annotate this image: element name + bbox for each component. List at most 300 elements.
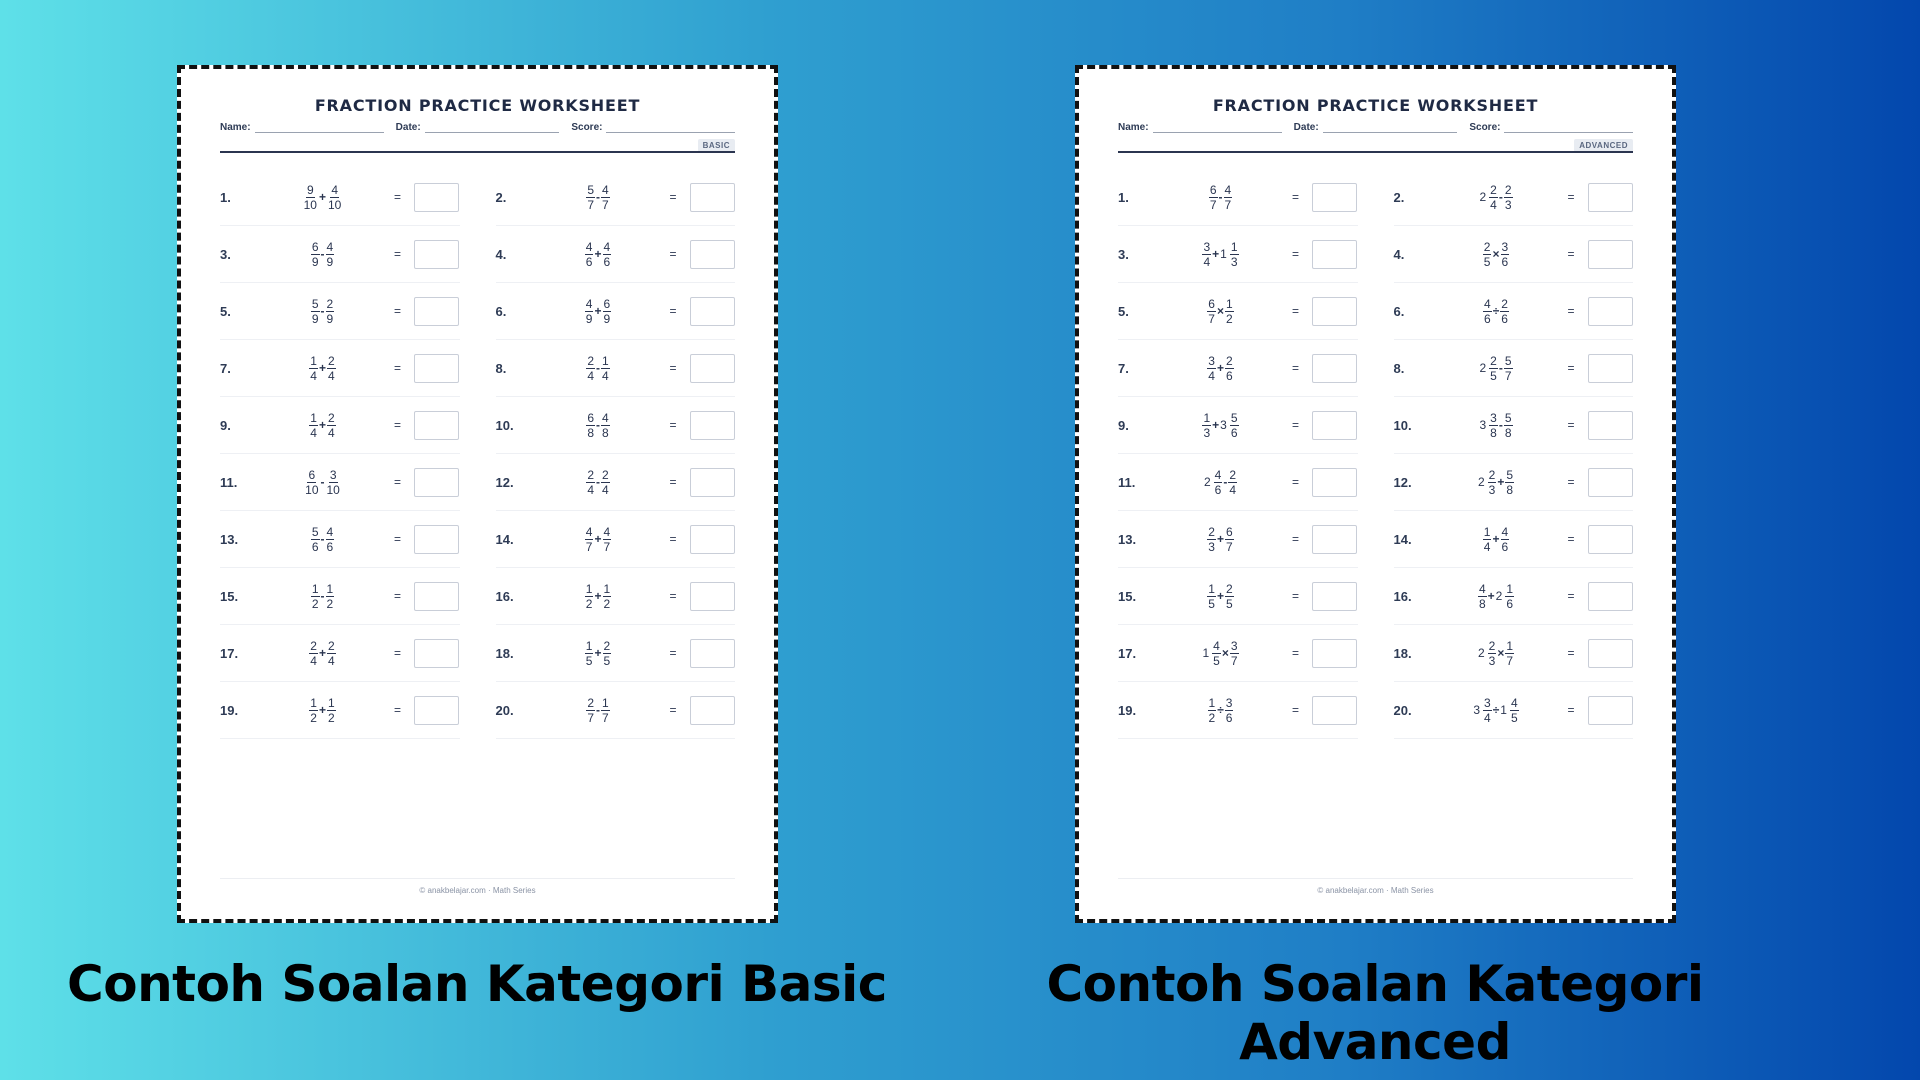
denominator: 4 xyxy=(1490,197,1497,212)
operator: - xyxy=(1498,361,1503,375)
denominator: 7 xyxy=(1504,368,1512,383)
fraction xyxy=(601,184,610,211)
fraction-expression xyxy=(275,241,370,268)
fraction-expression xyxy=(551,526,646,553)
question-number: 19. xyxy=(220,702,239,718)
operator: + xyxy=(1216,532,1224,546)
fraction-expression xyxy=(275,697,370,724)
question-item xyxy=(496,568,736,625)
denominator: 9 xyxy=(326,254,334,269)
equals-sign: = xyxy=(394,589,402,603)
numerator: 3 xyxy=(1230,638,1238,653)
answer-box xyxy=(1588,297,1633,326)
answer-box xyxy=(414,240,459,269)
denominator: 6 xyxy=(326,539,334,554)
fraction xyxy=(1209,184,1218,211)
fraction xyxy=(1505,640,1514,667)
fraction xyxy=(1488,469,1497,496)
numerator: 2 xyxy=(1504,182,1512,197)
equals-sign: = xyxy=(1567,703,1575,717)
answer-box xyxy=(414,411,459,440)
denominator: 3 xyxy=(1208,539,1215,554)
question-number: 16. xyxy=(1393,588,1412,604)
denominator: 9 xyxy=(311,311,319,326)
fraction xyxy=(309,412,318,439)
numerator: 4 xyxy=(331,182,339,197)
operator: + xyxy=(1497,475,1505,489)
question-item xyxy=(1118,568,1358,625)
operator: + xyxy=(318,646,326,660)
score-field xyxy=(571,119,735,133)
fraction-expression xyxy=(1449,640,1544,667)
numerator: 2 xyxy=(326,296,334,311)
numerator: 5 xyxy=(587,182,594,197)
numerator: 4 xyxy=(603,239,611,254)
fraction xyxy=(1202,241,1211,268)
date-label: Date: xyxy=(395,122,421,133)
header-rule xyxy=(220,151,735,153)
name-label: Name: xyxy=(1118,122,1149,133)
answer-box xyxy=(1312,240,1357,269)
question-number: 9. xyxy=(220,417,231,433)
worksheet-title: FRACTION PRACTICE WORKSHEET xyxy=(314,96,641,115)
worksheet-footer: © anakbelajar.com · Math Series xyxy=(419,886,536,895)
denominator: 4 xyxy=(1203,254,1211,269)
worksheet-title: FRACTION PRACTICE WORKSHEET xyxy=(1212,96,1539,115)
fraction xyxy=(585,298,594,325)
fraction xyxy=(1208,697,1217,724)
name-label: Name: xyxy=(220,122,251,133)
answer-box xyxy=(414,582,459,611)
answer-box xyxy=(1312,354,1357,383)
numerator: 2 xyxy=(1208,524,1215,539)
operator: + xyxy=(318,190,326,204)
question-item xyxy=(1118,682,1358,739)
answer-box xyxy=(690,354,735,383)
denominator: 5 xyxy=(585,653,593,668)
question-grid xyxy=(1118,169,1633,739)
fraction xyxy=(1207,355,1216,382)
fraction-expression xyxy=(275,583,370,610)
fraction-expression xyxy=(275,298,370,325)
numerator: 2 xyxy=(1226,581,1233,596)
fraction-expression xyxy=(551,412,646,439)
denominator: 8 xyxy=(1504,425,1512,440)
numerator: 6 xyxy=(311,239,319,254)
denominator: 7 xyxy=(1209,197,1217,212)
fraction-expression xyxy=(1173,469,1268,496)
equals-sign: = xyxy=(394,247,402,261)
equals-sign: = xyxy=(669,589,677,603)
question-number: 7. xyxy=(1118,360,1129,376)
equals-sign: = xyxy=(1292,646,1300,660)
denominator: 4 xyxy=(310,368,317,383)
fraction xyxy=(1225,526,1234,553)
equals-sign: = xyxy=(394,703,402,717)
denominator: 6 xyxy=(1484,311,1491,326)
operator: - xyxy=(320,532,325,546)
fraction-expression xyxy=(1449,526,1544,553)
fraction xyxy=(1207,298,1216,325)
question-number: 13. xyxy=(1118,531,1137,547)
numerator: 1 xyxy=(310,353,317,368)
question-number: 10. xyxy=(1393,417,1412,433)
fraction xyxy=(304,469,319,496)
question-number: 14. xyxy=(495,531,514,547)
denominator: 6 xyxy=(603,254,611,269)
numerator: 2 xyxy=(1490,353,1497,368)
numerator: 4 xyxy=(602,410,609,425)
fraction xyxy=(586,412,595,439)
denominator: 4 xyxy=(602,368,609,383)
numerator: 1 xyxy=(326,581,334,596)
fraction xyxy=(327,184,342,211)
question-number: 18. xyxy=(1393,645,1412,661)
numerator: 4 xyxy=(602,182,609,197)
question-item xyxy=(220,625,460,682)
operator: + xyxy=(1212,247,1220,261)
fraction xyxy=(1230,241,1239,268)
operator: + xyxy=(594,532,602,546)
operator: - xyxy=(320,589,325,603)
numerator: 1 xyxy=(310,410,317,425)
denominator: 2 xyxy=(328,710,335,725)
fraction-expression xyxy=(1173,412,1268,439)
denominator: 10 xyxy=(328,197,342,212)
date-line xyxy=(425,121,560,133)
denominator: 4 xyxy=(310,653,317,668)
fraction-expression xyxy=(275,526,370,553)
question-number: 4. xyxy=(1393,246,1405,262)
whole-number: 3 xyxy=(1479,418,1487,432)
numerator: 1 xyxy=(1230,239,1238,254)
numerator: 1 xyxy=(1208,581,1215,596)
denominator: 6 xyxy=(585,254,593,269)
denominator: 3 xyxy=(1203,425,1211,440)
question-number: 7. xyxy=(220,360,231,376)
question-item xyxy=(1118,511,1358,568)
denominator: 6 xyxy=(311,539,319,554)
numerator: 2 xyxy=(1501,296,1508,311)
question-item xyxy=(220,397,460,454)
score-field xyxy=(1469,119,1633,133)
numerator: 4 xyxy=(585,296,593,311)
denominator: 9 xyxy=(585,311,593,326)
numerator: 4 xyxy=(326,239,334,254)
question-number: 19. xyxy=(1118,702,1137,718)
numerator: 2 xyxy=(587,695,594,710)
operator: × xyxy=(1221,646,1229,660)
operator: - xyxy=(596,418,600,432)
name-field xyxy=(220,119,384,133)
question-item xyxy=(496,169,736,226)
equals-sign: = xyxy=(394,532,402,546)
fraction xyxy=(1225,355,1234,382)
denominator: 2 xyxy=(603,596,611,611)
numerator: 5 xyxy=(1506,467,1514,482)
fraction xyxy=(327,640,336,667)
operator: + xyxy=(318,418,326,432)
fraction xyxy=(326,583,335,610)
fraction xyxy=(303,184,318,211)
operator: - xyxy=(596,703,600,717)
numerator: 5 xyxy=(311,296,319,311)
numerator: 4 xyxy=(1213,638,1220,653)
denominator: 9 xyxy=(326,311,334,326)
question-item xyxy=(1118,625,1358,682)
fraction xyxy=(601,412,610,439)
fraction xyxy=(585,583,594,610)
denominator: 5 xyxy=(1226,596,1233,611)
question-number: 3. xyxy=(220,246,231,262)
fraction-expression xyxy=(1173,526,1268,553)
numerator: 1 xyxy=(328,695,335,710)
name-line xyxy=(255,121,384,133)
fraction xyxy=(1504,355,1513,382)
fraction xyxy=(1489,412,1498,439)
equals-sign: = xyxy=(394,190,402,204)
denominator: 7 xyxy=(603,539,611,554)
question-grid xyxy=(220,169,735,739)
denominator: 6 xyxy=(1501,539,1509,554)
fraction-expression xyxy=(1449,241,1544,268)
equals-sign: = xyxy=(669,190,677,204)
numerator: 2 xyxy=(1488,467,1496,482)
equals-sign: = xyxy=(1292,361,1300,375)
equals-sign: = xyxy=(1292,703,1300,717)
date-field xyxy=(1294,119,1458,133)
numerator: 1 xyxy=(310,695,317,710)
fraction xyxy=(585,640,594,667)
fraction-expression xyxy=(551,298,646,325)
numerator: 4 xyxy=(1214,467,1222,482)
fraction-expression xyxy=(1173,184,1268,211)
answer-box xyxy=(1312,468,1357,497)
fraction xyxy=(601,697,610,724)
denominator: 4 xyxy=(1208,368,1215,383)
operator: + xyxy=(1487,589,1495,603)
numerator: 4 xyxy=(585,524,593,539)
fraction-expression xyxy=(1449,412,1544,439)
fraction xyxy=(1501,526,1510,553)
fraction xyxy=(1483,298,1492,325)
denominator: 8 xyxy=(602,425,609,440)
worksheet-content xyxy=(220,69,735,919)
score-line xyxy=(606,121,735,133)
equals-sign: = xyxy=(1292,532,1300,546)
fraction xyxy=(311,583,320,610)
operator: + xyxy=(594,646,602,660)
numerator: 2 xyxy=(1488,638,1496,653)
whole-number: 1 xyxy=(1220,247,1227,261)
fraction xyxy=(1214,469,1223,496)
answer-box xyxy=(690,297,735,326)
equals-sign: = xyxy=(1567,304,1575,318)
fraction xyxy=(1224,184,1233,211)
fraction xyxy=(1478,583,1487,610)
operator: - xyxy=(1223,475,1228,489)
question-number: 20. xyxy=(495,702,514,718)
whole-number: 3 xyxy=(1220,418,1227,432)
numerator: 2 xyxy=(587,353,594,368)
fraction xyxy=(1202,412,1211,439)
fraction-expression xyxy=(1173,583,1268,610)
numerator: 1 xyxy=(602,695,609,710)
denominator: 10 xyxy=(305,482,319,497)
numerator: 9 xyxy=(306,182,314,197)
question-number: 20. xyxy=(1393,702,1412,718)
question-item xyxy=(1118,397,1358,454)
numerator: 1 xyxy=(1506,638,1514,653)
answer-box xyxy=(414,354,459,383)
numerator: 2 xyxy=(328,353,335,368)
fraction xyxy=(327,412,336,439)
operator: + xyxy=(594,247,602,261)
answer-box xyxy=(414,183,459,212)
answer-box xyxy=(1312,696,1357,725)
denominator: 2 xyxy=(311,596,319,611)
answer-box xyxy=(690,639,735,668)
operator: + xyxy=(1216,589,1224,603)
answer-box xyxy=(690,468,735,497)
question-number: 2. xyxy=(495,189,507,205)
fraction-expression xyxy=(1449,469,1544,496)
denominator: 8 xyxy=(1490,425,1497,440)
numerator: 3 xyxy=(1203,239,1211,254)
equals-sign: = xyxy=(1567,418,1575,432)
numerator: 2 xyxy=(1226,353,1233,368)
question-item xyxy=(220,454,460,511)
level-badge: ADVANCED xyxy=(1574,139,1633,152)
header-rule xyxy=(1118,151,1633,153)
question-number: 6. xyxy=(1393,303,1405,319)
fraction xyxy=(309,697,318,724)
fraction xyxy=(311,241,320,268)
equals-sign: = xyxy=(394,646,402,660)
numerator: 6 xyxy=(1209,182,1217,197)
denominator: 2 xyxy=(310,710,317,725)
fraction xyxy=(326,526,335,553)
question-item xyxy=(496,340,736,397)
question-number: 17. xyxy=(1118,645,1137,661)
denominator: 7 xyxy=(1230,653,1238,668)
fraction-expression xyxy=(1449,583,1544,610)
numerator: 3 xyxy=(1225,695,1233,710)
denominator: 5 xyxy=(603,653,611,668)
worksheet-basic xyxy=(177,65,778,923)
numerator: 1 xyxy=(1483,524,1491,539)
numerator: 4 xyxy=(1510,695,1518,710)
denominator: 4 xyxy=(310,425,317,440)
question-item xyxy=(496,682,736,739)
operator: - xyxy=(320,304,325,318)
denominator: 2 xyxy=(585,596,593,611)
denominator: 2 xyxy=(1226,311,1233,326)
equals-sign: = xyxy=(394,475,402,489)
numerator: 6 xyxy=(1226,524,1233,539)
fraction xyxy=(327,355,336,382)
question-item xyxy=(1394,397,1634,454)
denominator: 9 xyxy=(311,254,319,269)
equals-sign: = xyxy=(1292,589,1300,603)
fraction xyxy=(586,469,595,496)
denominator: 4 xyxy=(1484,710,1491,725)
question-number: 18. xyxy=(495,645,514,661)
answer-box xyxy=(1312,411,1357,440)
fraction xyxy=(1505,469,1514,496)
fraction-expression xyxy=(275,640,370,667)
answer-box xyxy=(1588,240,1633,269)
equals-sign: = xyxy=(1567,475,1575,489)
denominator: 7 xyxy=(587,197,594,212)
equals-sign: = xyxy=(1292,190,1300,204)
operator: + xyxy=(594,304,602,318)
question-number: 10. xyxy=(495,417,514,433)
denominator: 4 xyxy=(1483,539,1491,554)
denominator: 8 xyxy=(1478,596,1486,611)
numerator: 2 xyxy=(1483,239,1491,254)
question-number: 13. xyxy=(220,531,239,547)
denominator: 5 xyxy=(1510,710,1518,725)
denominator: 6 xyxy=(1230,425,1238,440)
answer-box xyxy=(414,297,459,326)
question-item xyxy=(1394,226,1634,283)
fraction xyxy=(601,469,610,496)
fraction-expression xyxy=(1173,640,1268,667)
denominator: 6 xyxy=(1501,254,1509,269)
question-item xyxy=(1394,340,1634,397)
equals-sign: = xyxy=(669,361,677,375)
question-item xyxy=(220,682,460,739)
denominator: 4 xyxy=(587,482,594,497)
denominator: 5 xyxy=(1208,596,1215,611)
equals-sign: = xyxy=(669,418,677,432)
operator: - xyxy=(1498,190,1503,204)
question-item xyxy=(1118,340,1358,397)
numerator: 3 xyxy=(329,467,337,482)
question-item xyxy=(220,511,460,568)
numerator: 1 xyxy=(585,638,593,653)
answer-box xyxy=(1312,582,1357,611)
fraction-expression xyxy=(1449,298,1544,325)
fraction-expression xyxy=(1173,355,1268,382)
question-item xyxy=(1394,511,1634,568)
operator: - xyxy=(596,361,600,375)
date-label: Date: xyxy=(1293,122,1319,133)
question-number: 6. xyxy=(495,303,507,319)
denominator: 2 xyxy=(326,596,334,611)
denominator: 6 xyxy=(1506,596,1514,611)
numerator: 2 xyxy=(1229,467,1237,482)
question-item xyxy=(1394,454,1634,511)
footer-rule xyxy=(1118,878,1633,879)
question-number: 1. xyxy=(1118,189,1129,205)
numerator: 5 xyxy=(311,524,319,539)
answer-box xyxy=(1588,696,1633,725)
fraction xyxy=(326,469,341,496)
fraction-expression xyxy=(551,469,646,496)
answer-box xyxy=(1312,297,1357,326)
worksheet-fields xyxy=(220,119,735,133)
denominator: 10 xyxy=(303,197,317,212)
fraction xyxy=(1228,469,1237,496)
caption-advanced: Contoh Soalan Kategori Advanced xyxy=(1046,955,1704,1071)
numerator: 2 xyxy=(587,467,594,482)
numerator: 1 xyxy=(311,581,319,596)
fraction xyxy=(326,298,335,325)
fraction xyxy=(1230,412,1239,439)
denominator: 7 xyxy=(602,710,609,725)
